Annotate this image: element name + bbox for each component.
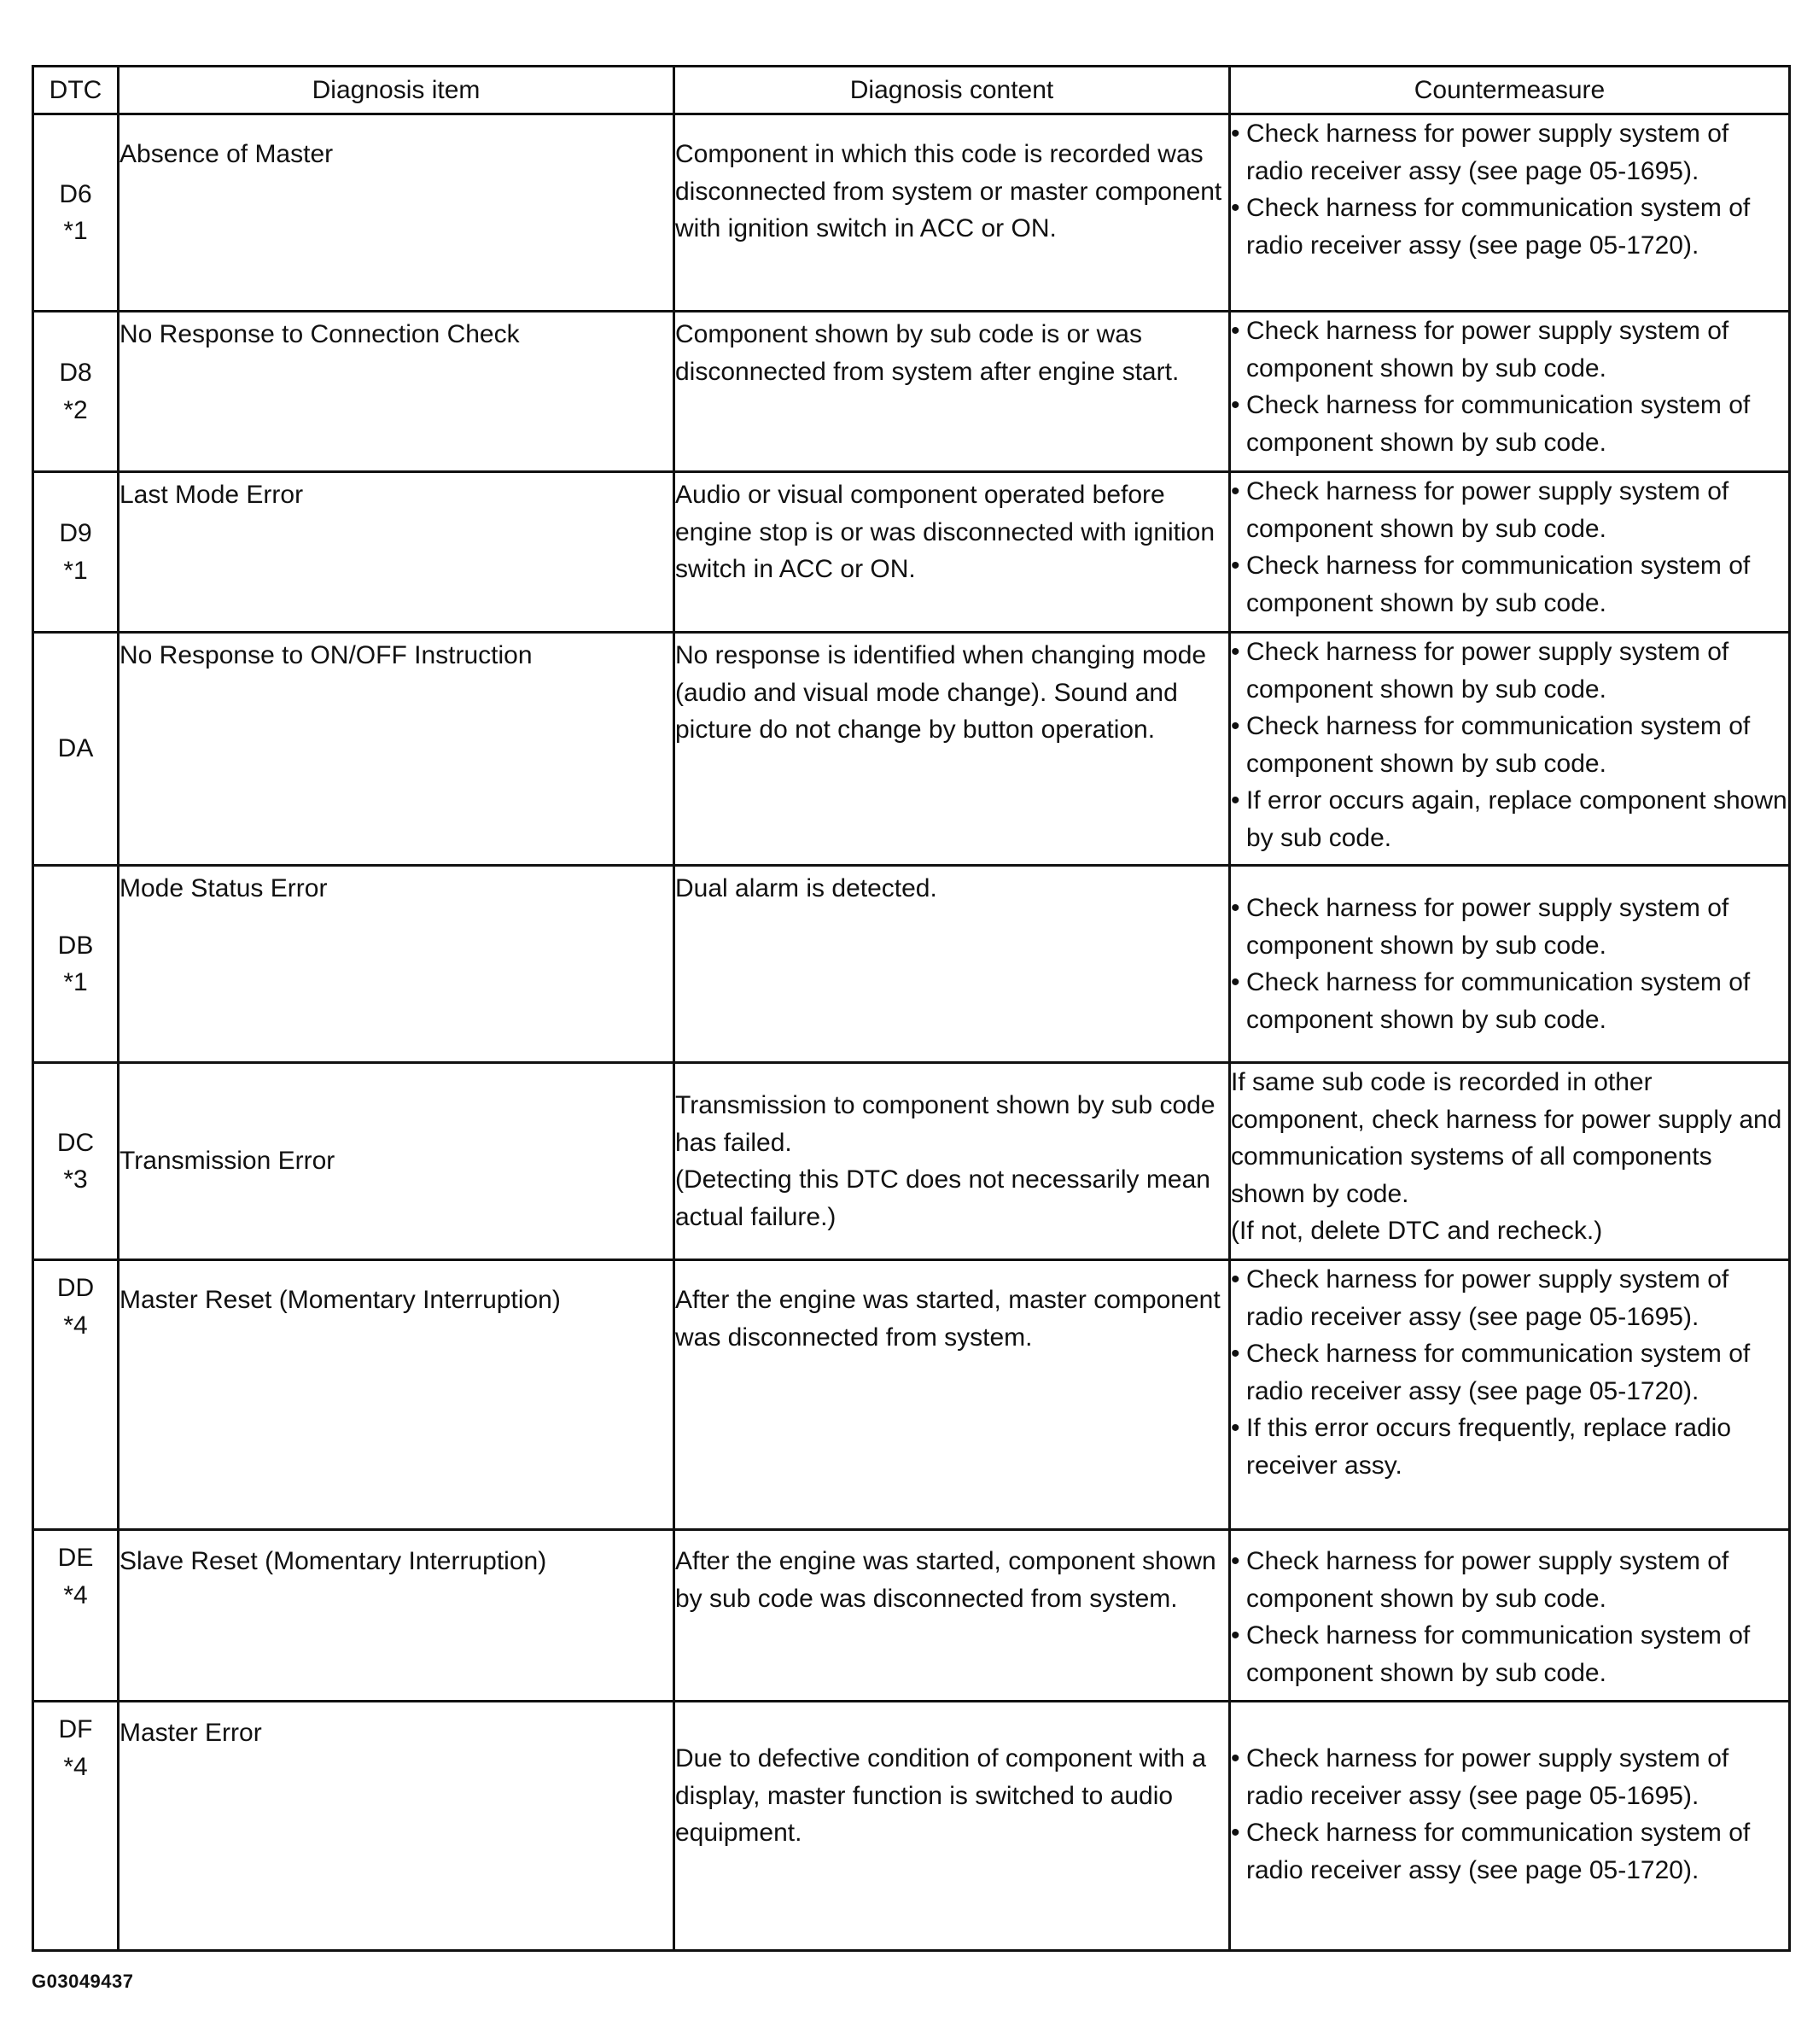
countermeasure-note: (If not, delete DTC and recheck.) xyxy=(1231,1217,1603,1245)
dtc-code: DC xyxy=(56,1128,95,1157)
dtc-code: DB xyxy=(57,931,94,960)
diagnosis-content: After the engine was started, master component was disconnected from system. xyxy=(674,1260,1230,1530)
countermeasure-item: • Check harness for communication system of radio receiver assy (see page 05-1720). xyxy=(1231,1814,1788,1889)
countermeasure-list xyxy=(1231,1543,1788,1691)
countermeasure xyxy=(1230,1260,1790,1530)
dtc-note: *1 xyxy=(63,217,88,245)
countermeasure-item: • If error occurs again, replace component shown by sub code. xyxy=(1231,782,1788,856)
countermeasure-item: • Check harness for power supply system of component shown by sub code. xyxy=(1231,473,1788,547)
header-dtc: DTC xyxy=(33,67,119,114)
table-row xyxy=(33,1260,1790,1530)
countermeasure-item: • Check harness for power supply system of component shown by sub code. xyxy=(1231,890,1788,964)
dtc-table-sheet xyxy=(32,65,1788,1952)
dtc-code-cell xyxy=(33,1063,119,1260)
countermeasure xyxy=(1230,633,1790,866)
countermeasure xyxy=(1230,1063,1790,1260)
countermeasure-item: • Check harness for power supply system of component shown by sub code. xyxy=(1231,312,1788,387)
diagnosis-item: Transmission Error xyxy=(119,1063,674,1260)
dtc-code: D8 xyxy=(59,359,92,387)
table-row xyxy=(33,472,1790,633)
countermeasure-item: • Check harness for power supply system of component shown by sub code. xyxy=(1231,1543,1788,1617)
diagnosis-content: Audio or visual component operated before engine stop is or was disconnected with ignition switch in ACC or ON. xyxy=(674,472,1230,633)
table-row xyxy=(33,1063,1790,1260)
countermeasure xyxy=(1230,1702,1790,1951)
diagnosis-content-note: (Detecting this DTC does not necessarily mean actual failure.) xyxy=(675,1165,1210,1231)
dtc-note: *4 xyxy=(63,1752,88,1781)
countermeasure-list xyxy=(1231,1740,1788,1889)
countermeasure-item: • Check harness for communication system of radio receiver assy (see page 05-1720). xyxy=(1231,1335,1788,1410)
countermeasure-list xyxy=(1231,312,1788,461)
table-row xyxy=(33,114,1790,312)
header-countermeasure: Countermeasure xyxy=(1230,67,1790,114)
table-row xyxy=(33,866,1790,1063)
diagnosis-item: Master Reset (Momentary Interruption) xyxy=(119,1260,674,1530)
diagnosis-item: Slave Reset (Momentary Interruption) xyxy=(119,1530,674,1702)
dtc-code: DD xyxy=(56,1274,95,1302)
dtc-code: DE xyxy=(57,1544,94,1572)
table-row xyxy=(33,633,1790,866)
countermeasure-item: • Check harness for power supply system of component shown by sub code. xyxy=(1231,634,1788,708)
diagnosis-content xyxy=(674,1063,1230,1260)
countermeasure-list xyxy=(1231,890,1788,1038)
header-row xyxy=(33,67,1790,114)
dtc-code-cell xyxy=(33,1530,119,1702)
figure-id: G03049437 xyxy=(32,1971,134,1992)
table-row xyxy=(33,312,1790,472)
dtc-code-cell xyxy=(33,472,119,633)
dtc-note: *2 xyxy=(63,395,88,424)
diagnosis-content: Due to defective condition of component with a display, master function is switched to audio equipment. xyxy=(674,1702,1230,1951)
diagnosis-content: Component in which this code is recorded was disconnected from system or master component with ignition switch in ACC or ON. xyxy=(674,114,1230,312)
header-diagnosis-item: Diagnosis item xyxy=(119,67,674,114)
countermeasure-list xyxy=(1231,1261,1788,1484)
countermeasure-text: If same sub code is recorded in other component, check harness for power supply and communication systems of all components shown by code. xyxy=(1231,1068,1782,1208)
dtc-code: D6 xyxy=(59,179,92,208)
countermeasure-item: • Check harness for communication system of component shown by sub code. xyxy=(1231,547,1788,622)
countermeasure xyxy=(1230,114,1790,312)
countermeasure-item: • Check harness for communication system of component shown by sub code. xyxy=(1231,964,1788,1038)
diagnosis-content: After the engine was started, component shown by sub code was disconnected from system. xyxy=(674,1530,1230,1702)
dtc-note: *3 xyxy=(63,1165,88,1194)
countermeasure-item: • Check harness for communication system of radio receiver assy (see page 05-1720). xyxy=(1231,190,1788,264)
countermeasure-item: • Check harness for communication system of component shown by sub code. xyxy=(1231,1617,1788,1691)
dtc-note: *1 xyxy=(63,968,88,996)
diagnosis-content: No response is identified when changing mode (audio and visual mode change). Sound and picture do not change by button operation. xyxy=(674,633,1230,866)
diagnosis-item: Absence of Master xyxy=(119,114,674,312)
diagnosis-item: No Response to Connection Check xyxy=(119,312,674,472)
diagnosis-item: No Response to ON/OFF Instruction xyxy=(119,633,674,866)
countermeasure-item: • Check harness for communication system of component shown by sub code. xyxy=(1231,708,1788,782)
diagnosis-item: Master Error xyxy=(119,1702,674,1951)
dtc-code-cell xyxy=(33,633,119,866)
table-row xyxy=(33,1530,1790,1702)
dtc-code-cell xyxy=(33,114,119,312)
dtc-note: *4 xyxy=(63,1580,88,1609)
dtc-note: *1 xyxy=(63,556,88,585)
diagnosis-content: Component shown by sub code is or was disconnected from system after engine start. xyxy=(674,312,1230,472)
table-row xyxy=(33,1702,1790,1951)
countermeasure-list xyxy=(1231,115,1788,264)
countermeasure-item: • Check harness for power supply system of radio receiver assy (see page 05-1695). xyxy=(1231,1261,1788,1335)
diagnosis-content-text: Transmission to component shown by sub code has failed. xyxy=(675,1091,1215,1157)
countermeasure xyxy=(1230,312,1790,472)
diagnosis-item: Last Mode Error xyxy=(119,472,674,633)
dtc-table xyxy=(32,65,1791,1952)
header-diagnosis-content: Diagnosis content xyxy=(674,67,1230,114)
dtc-code-cell xyxy=(33,866,119,1063)
countermeasure-item: • Check harness for power supply system of radio receiver assy (see page 05-1695). xyxy=(1231,1740,1788,1814)
dtc-code-cell xyxy=(33,312,119,472)
countermeasure xyxy=(1230,472,1790,633)
dtc-code: D9 xyxy=(59,519,92,547)
dtc-note: *4 xyxy=(63,1311,88,1340)
dtc-code: DA xyxy=(57,734,94,763)
countermeasure-item: • If this error occurs frequently, replace radio receiver assy. xyxy=(1231,1410,1788,1484)
diagnosis-content: Dual alarm is detected. xyxy=(674,866,1230,1063)
diagnosis-item: Mode Status Error xyxy=(119,866,674,1063)
countermeasure-list xyxy=(1231,473,1788,622)
dtc-code-cell xyxy=(33,1702,119,1951)
countermeasure-list xyxy=(1231,634,1788,856)
dtc-code: DF xyxy=(58,1715,93,1743)
countermeasure-item: • Check harness for communication system of component shown by sub code. xyxy=(1231,387,1788,461)
countermeasure-item: • Check harness for power supply system of radio receiver assy (see page 05-1695). xyxy=(1231,115,1788,190)
dtc-code-cell xyxy=(33,1260,119,1530)
countermeasure xyxy=(1230,1530,1790,1702)
countermeasure xyxy=(1230,866,1790,1063)
